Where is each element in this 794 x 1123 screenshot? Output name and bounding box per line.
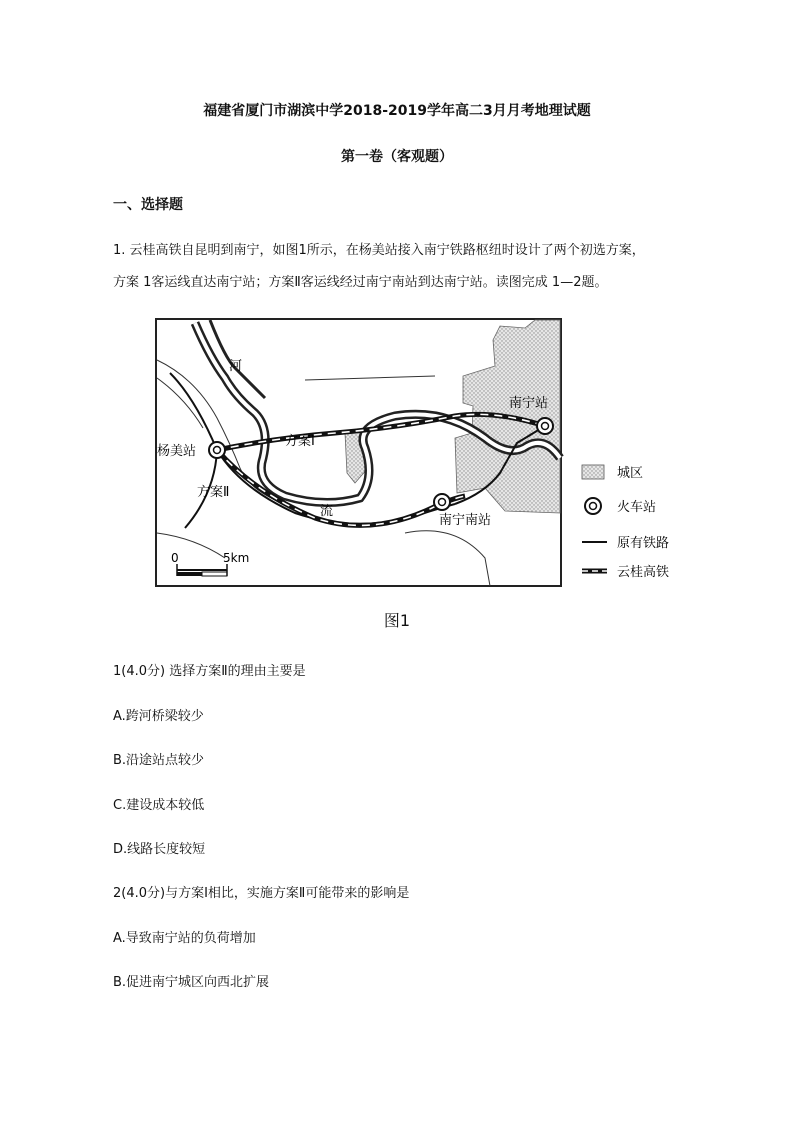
question-1-stem: 1(4.0分) 选择方案Ⅱ的理由主要是	[113, 664, 306, 679]
question-1-option-c[interactable]: C.建设成本较低	[113, 798, 205, 813]
scheme2-label: 方案Ⅱ	[197, 485, 230, 500]
scale-zero: 0	[171, 551, 179, 565]
section-heading: 一、选择题	[113, 197, 183, 213]
legend-station-label: 火车站	[617, 500, 657, 515]
section-volume-title: 第一卷（客观题）	[341, 149, 453, 165]
river-label-he: 河	[229, 359, 243, 374]
question-2-option-a[interactable]: A.导致南宁站的负荷增加	[113, 931, 256, 946]
station-label-nanning-south: 南宁南站	[439, 513, 492, 528]
page-title: 福建省厦门市湖滨中学2018-2019学年高二3月月考地理试题	[203, 103, 591, 119]
station-nanning-icon	[537, 418, 553, 434]
railway-map-figure	[155, 318, 715, 590]
station-yangmei-icon	[209, 442, 225, 458]
station-label-yangmei: 杨美站	[157, 444, 197, 459]
station-nanning-south-icon	[434, 494, 450, 510]
legend-old-rail-label: 原有铁路	[617, 536, 670, 551]
question-2-option-b[interactable]: B.促进南宁城区向西北扩展	[113, 975, 270, 990]
legend-station-icon	[585, 498, 601, 514]
question-1-option-a[interactable]: A.跨河桥梁较少	[113, 709, 204, 724]
question-1-option-d[interactable]: D.线路长度较短	[113, 842, 206, 857]
intro-line-2: 方案 1客运线直达南宁站；方案Ⅱ客运线经过南宁南站到达南宁站。读图完成 1—2题。	[113, 275, 608, 290]
intro-line-1: 1. 云桂高铁自昆明到南宁，如图1所示，在杨美站接入南宁铁路枢纽时设计了两个初选方案，	[113, 243, 645, 258]
map-legend	[582, 465, 669, 580]
figure-caption: 图1	[383, 611, 411, 630]
river-label-liu: 流	[320, 504, 334, 519]
question-1-option-b[interactable]: B.沿途站点较少	[113, 753, 205, 768]
legend-hsr-label: 云桂高铁	[617, 565, 670, 580]
legend-city-label: 城区	[617, 466, 644, 481]
question-intro	[113, 235, 645, 299]
legend-city-swatch	[582, 465, 604, 479]
station-label-nanning: 南宁站	[509, 396, 549, 411]
question-2-stem: 2(4.0分)与方案Ⅰ相比，实施方案Ⅱ可能带来的影响是	[113, 886, 410, 901]
scheme1-label: 方案Ⅰ	[285, 434, 315, 449]
scale-end: 5km	[223, 551, 250, 565]
